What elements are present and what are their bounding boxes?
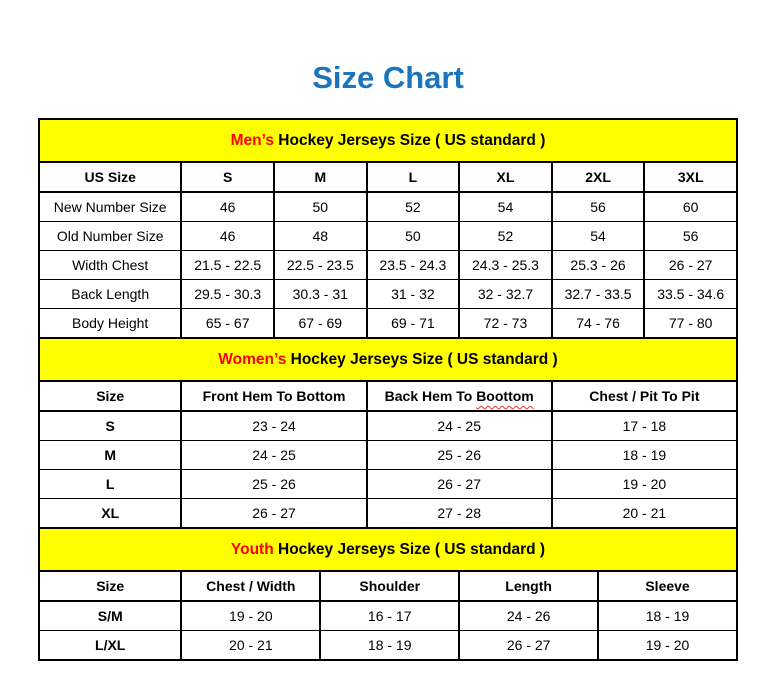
size-value-cell: 30.3 - 31 (274, 280, 367, 309)
womens-size-table (38, 337, 738, 529)
section-header (39, 119, 737, 162)
section-header (39, 338, 737, 381)
size-value-cell: 32.7 - 33.5 (552, 280, 645, 309)
table-row (39, 309, 737, 339)
section-title-text: Hockey Jerseys Size ( US standard ) (273, 131, 546, 149)
section-title-text: Hockey Jerseys Size ( US standard ) (286, 350, 558, 368)
size-value-cell: 46 (181, 192, 274, 222)
size-value-cell: 26 - 27 (459, 631, 598, 661)
youth-size-table (38, 527, 738, 661)
size-value-cell: 46 (181, 222, 274, 251)
row-label: L/XL (39, 631, 181, 661)
table-row (39, 251, 737, 280)
youth-column-header-row (39, 571, 737, 601)
size-value-cell: 24 - 25 (367, 411, 552, 441)
size-value-cell: 31 - 32 (367, 280, 460, 309)
size-value-cell: 26 - 27 (181, 499, 366, 529)
size-value-cell: 26 - 27 (367, 470, 552, 499)
column-header: S (181, 162, 274, 192)
mens-section-header-row (39, 119, 737, 162)
size-value-cell: 27 - 28 (367, 499, 552, 529)
size-value-cell: 19 - 20 (181, 601, 320, 631)
column-header: XL (459, 162, 552, 192)
section-header (39, 528, 737, 571)
column-header: Length (459, 571, 598, 601)
size-value-cell: 19 - 20 (552, 470, 737, 499)
row-label: S/M (39, 601, 181, 631)
size-value-cell: 65 - 67 (181, 309, 274, 339)
row-label: Back Length (39, 280, 181, 309)
size-value-cell: 77 - 80 (644, 309, 737, 339)
size-value-cell: 23 - 24 (181, 411, 366, 441)
size-value-cell: 48 (274, 222, 367, 251)
table-row (39, 441, 737, 470)
row-label: L (39, 470, 181, 499)
womens-column-header-row (39, 381, 737, 411)
size-value-cell: 22.5 - 23.5 (274, 251, 367, 280)
size-value-cell: 52 (367, 192, 460, 222)
row-label: M (39, 441, 181, 470)
column-header: Size (39, 381, 181, 411)
column-header: Shoulder (320, 571, 459, 601)
mens-column-header-row (39, 162, 737, 192)
size-value-cell: 72 - 73 (459, 309, 552, 339)
table-row (39, 222, 737, 251)
size-value-cell: 74 - 76 (552, 309, 645, 339)
size-value-cell: 54 (552, 222, 645, 251)
size-value-cell: 56 (552, 192, 645, 222)
size-value-cell: 54 (459, 192, 552, 222)
misspelled-word: Boottom (476, 388, 534, 404)
size-value-cell: 69 - 71 (367, 309, 460, 339)
table-row (39, 631, 737, 661)
womens-section-header-row (39, 338, 737, 381)
row-label: XL (39, 499, 181, 529)
row-label: New Number Size (39, 192, 181, 222)
column-header: L (367, 162, 460, 192)
size-value-cell: 20 - 21 (552, 499, 737, 529)
table-row (39, 470, 737, 499)
section-highlight-text: Women’s (218, 350, 287, 368)
section-highlight-text: Men’s (230, 131, 274, 149)
column-header: Size (39, 571, 181, 601)
size-value-cell: 29.5 - 30.3 (181, 280, 274, 309)
youth-section-header-row (39, 528, 737, 571)
column-header: Front Hem To Bottom (181, 381, 366, 411)
size-value-cell: 24.3 - 25.3 (459, 251, 552, 280)
column-header: US Size (39, 162, 181, 192)
size-value-cell: 60 (644, 192, 737, 222)
size-value-cell: 23.5 - 24.3 (367, 251, 460, 280)
column-header: Chest / Pit To Pit (552, 381, 737, 411)
page-title: Size Chart (312, 60, 464, 95)
column-header: Sleeve (598, 571, 737, 601)
table-row (39, 499, 737, 529)
column-header: Chest / Width (181, 571, 320, 601)
size-value-cell: 67 - 69 (274, 309, 367, 339)
section-title-text: Hockey Jerseys Size ( US standard ) (273, 540, 546, 558)
row-label: Body Height (39, 309, 181, 339)
table-row (39, 601, 737, 631)
table-row (39, 411, 737, 441)
mens-size-table (38, 118, 738, 339)
size-value-cell: 25 - 26 (181, 470, 366, 499)
column-header: Back Hem To Boottom (367, 381, 552, 411)
column-header: M (274, 162, 367, 192)
section-highlight-text: Youth (230, 540, 274, 558)
size-value-cell: 32 - 32.7 (459, 280, 552, 309)
size-value-cell: 20 - 21 (181, 631, 320, 661)
size-value-cell: 24 - 25 (181, 441, 366, 470)
table-row (39, 280, 737, 309)
row-label: S (39, 411, 181, 441)
table-row (39, 192, 737, 222)
column-header: 2XL (552, 162, 645, 192)
size-value-cell: 50 (367, 222, 460, 251)
size-value-cell: 50 (274, 192, 367, 222)
size-value-cell: 24 - 26 (459, 601, 598, 631)
row-label: Width Chest (39, 251, 181, 280)
size-value-cell: 52 (459, 222, 552, 251)
size-value-cell: 33.5 - 34.6 (644, 280, 737, 309)
column-header: 3XL (644, 162, 737, 192)
size-value-cell: 18 - 19 (552, 441, 737, 470)
size-value-cell: 25 - 26 (367, 441, 552, 470)
row-label: Old Number Size (39, 222, 181, 251)
size-value-cell: 21.5 - 22.5 (181, 251, 274, 280)
size-value-cell: 19 - 20 (598, 631, 737, 661)
size-value-cell: 18 - 19 (598, 601, 737, 631)
size-value-cell: 56 (644, 222, 737, 251)
size-chart-container (38, 118, 738, 661)
size-value-cell: 18 - 19 (320, 631, 459, 661)
size-value-cell: 25.3 - 26 (552, 251, 645, 280)
size-value-cell: 16 - 17 (320, 601, 459, 631)
size-value-cell: 26 - 27 (644, 251, 737, 280)
size-value-cell: 17 - 18 (552, 411, 737, 441)
